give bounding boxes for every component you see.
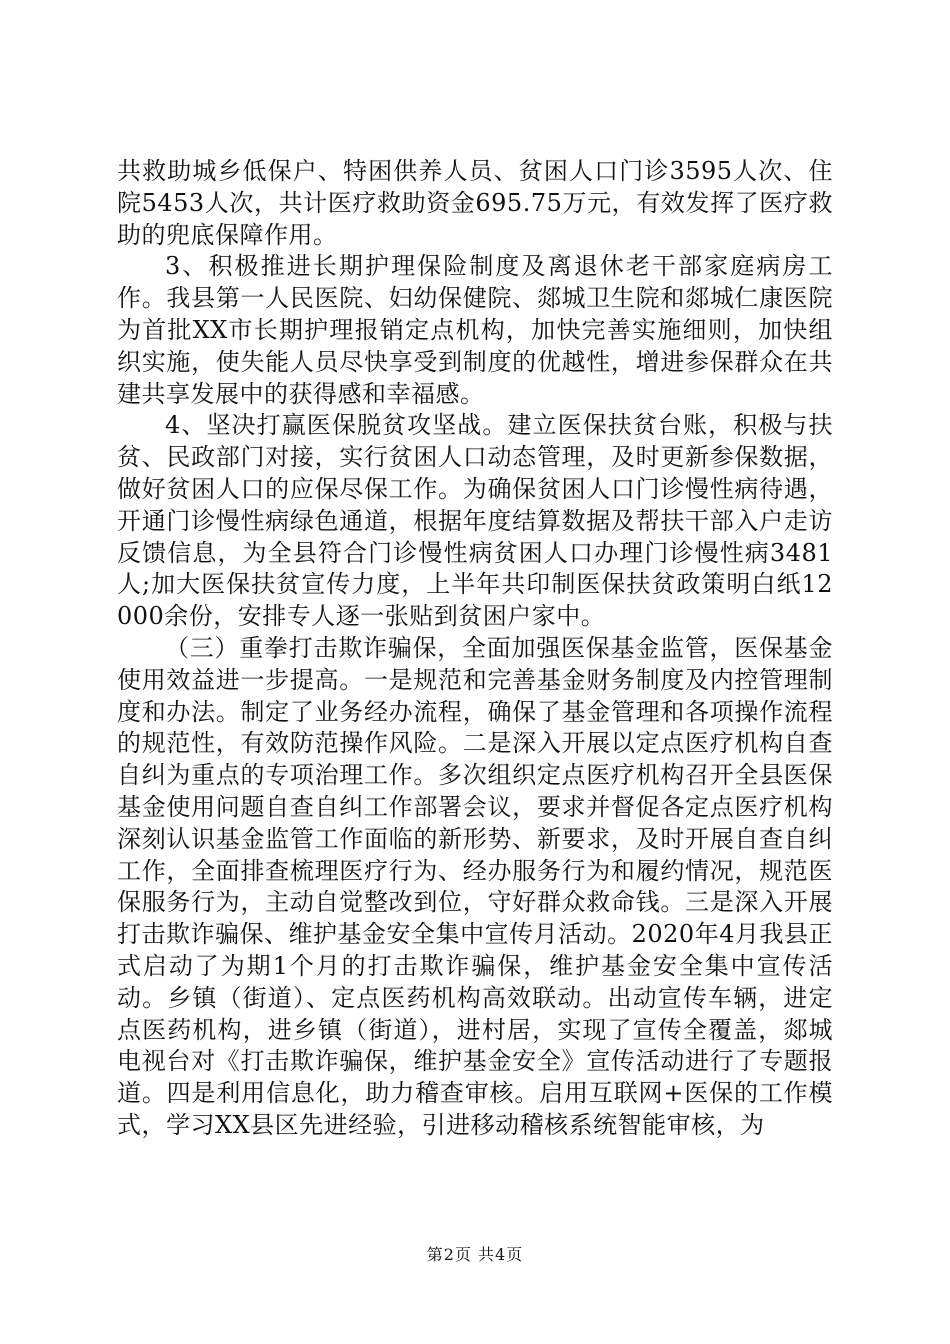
document-body — [117, 156, 833, 1142]
paragraph-2: 3、积极推进长期护理保险制度及离退休老干部家庭病房工作。我县第一人民医院、妇幼保健院、郯城卫生院和郯城仁康医院为首批XX市长期护理报销定点机构，加快完善实施细则，加快组织实施，使失能人员尽快享受到制度的优越性，增进参保群众在共建共享发展中的获得感和幸福感。 — [117, 252, 833, 408]
paragraph-4: （三）重拳打击欺诈骗保，全面加强医保基金监管，医保基金使用效益进一步提高。一是规范和完善基金财务制度及内控管理制度和办法。制定了业务经办流程，确保了基金管理和各项操作流程的规范性，有效防范操作风险。二是深入开展以定点医疗机构自查自纠为重点的专项治理工作。多次组织定点医疗机构召开全县医保基金使用问题自查自纠工作部署会议，要求并督促各定点医疗机构深刻认识基金监管工作面临的新形势、新要求，及时开展自查自纠工作，全面排查梳理医疗行为、经办服务行为和履约情况，规范医保服务行为，主动自觉整改到位，守好群众救命钱。三是深入开展打击欺诈骗保、维护基金安全集中宣传月活动。2020年4月我县正式启动了为期1个月的打击欺诈骗保，维护基金安全集中宣传活动。乡镇（街道）、定点医药机构高效联动。出动宣传车辆，进定点医药机构，进乡镇（街道），进村居，实现了宣传全覆盖，郯城电视台对《打击欺诈骗保，维护基金安全》宣传活动进行了专题报道。四是利用信息化，助力稽查审核。启用互联网+医保的工作模式，学习XX县区先进经验，引进移动稽核系统智能审核，为 — [117, 633, 833, 1139]
page-footer: 第2页 共4页 — [426, 1245, 524, 1264]
paragraph-1: 共救助城乡低保户、特困供养人员、贫困人口门诊3595人次、住院5453人次，共计医疗救助资金695.75万元，有效发挥了医疗救助的兜底保障作用。 — [117, 157, 833, 249]
paragraph-3: 4、坚决打赢医保脱贫攻坚战。建立医保扶贫台账，积极与扶贫、民政部门对接，实行贫困人口动态管理，及时更新参保数据，做好贫困人口的应保尽保工作。为确保贫困人口门诊慢性病待遇，开通门诊慢性病绿色通道，根据年度结算数据及帮扶干部入户走访反馈信息，为全县符合门诊慢性病贫困人口办理门诊慢性病3481人;加大医保扶贫宣传力度，上半年共印制医保扶贫政策明白纸12000余份，安排专人逐一张贴到贫困户家中。 — [117, 411, 833, 631]
